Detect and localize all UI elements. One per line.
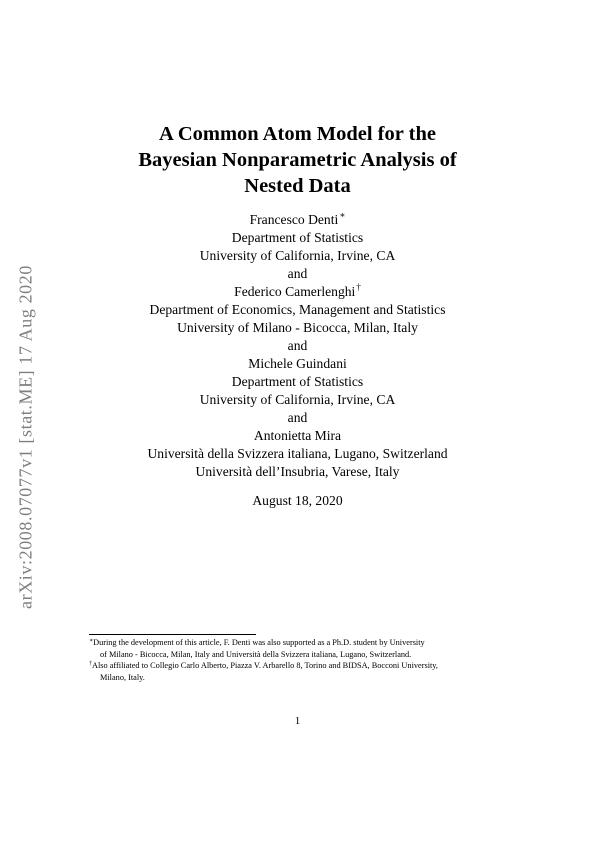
- affiliation-line: Department of Economics, Management and Statistics: [149, 302, 446, 317]
- affiliation-line: Department of Statistics: [231, 374, 364, 389]
- author-separator: and: [287, 338, 308, 353]
- paper-date: August 18, 2020: [252, 493, 343, 508]
- footnote-text: Milano, Italy.: [100, 672, 145, 682]
- paper-title: [0, 121, 595, 199]
- author-name: Michele Guindani: [248, 356, 347, 371]
- author-separator: and: [287, 266, 308, 281]
- arxiv-identifier-stamp: arXiv:2008.07077v1 [stat.ME] 17 Aug 2020: [15, 265, 36, 609]
- footnote-1: [89, 637, 509, 649]
- footnote-text: of Milano - Bicocca, Milan, Italy and Università della Svizzera italiana, Lugano, Switzerland.: [100, 649, 412, 659]
- affiliation-line: Università dell’Insubria, Varese, Italy: [195, 464, 400, 479]
- author-line-denti: [0, 211, 595, 229]
- affiliation-line: University of California, Irvine, CA: [199, 392, 396, 407]
- author-name: Federico Camerlenghi: [234, 284, 356, 299]
- footnote-marker: ∗: [89, 638, 94, 644]
- author-line-camerlenghi: [0, 283, 595, 301]
- title-line: A Common Atom Model for the: [159, 123, 436, 145]
- footnote-text: During the development of this article, F. Denti was also supported as a Ph.D. student by University: [93, 638, 425, 647]
- affiliation-line: University of California, Irvine, CA: [199, 248, 396, 263]
- footnote-divider: [89, 634, 256, 635]
- page-number: 1: [294, 715, 301, 727]
- footnote-2: [89, 660, 509, 672]
- affiliation-line: University of Milano - Bicocca, Milan, Italy: [177, 320, 418, 335]
- author-name: Francesco Denti: [249, 212, 339, 227]
- author-separator: and: [287, 410, 308, 425]
- author-block: [0, 211, 595, 481]
- footnote-marker: †: [89, 661, 92, 667]
- title-line: Nested Data: [244, 175, 351, 197]
- affiliation-line: Department of Statistics: [231, 230, 364, 245]
- title-line: Bayesian Nonparametric Analysis of: [138, 149, 457, 171]
- footnote-marker: †: [356, 282, 361, 292]
- footnotes: [89, 637, 509, 683]
- footnote-text: Also affiliated to Collegio Carlo Alberto, Piazza V. Arbarello 8, Torino and BIDSA, Bocconi University,: [92, 661, 438, 670]
- affiliation-line: Università della Svizzera italiana, Lugano, Switzerland: [147, 446, 448, 461]
- author-name: Antonietta Mira: [253, 428, 342, 443]
- footnote-marker: ∗: [339, 210, 346, 220]
